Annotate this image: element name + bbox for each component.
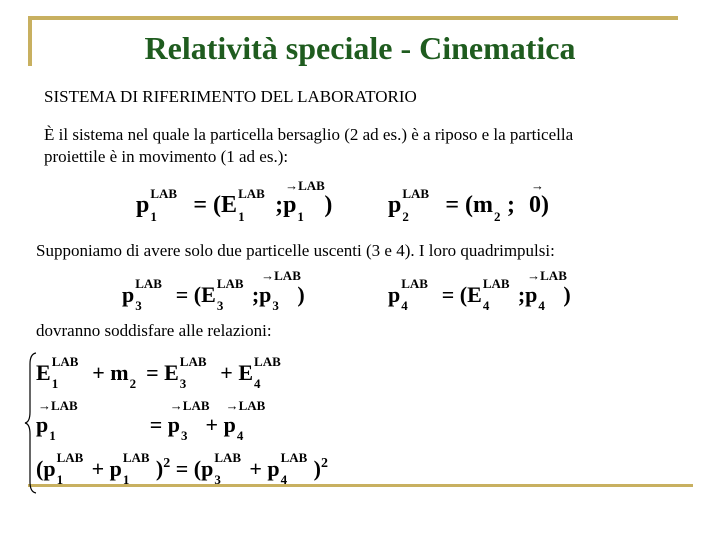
equation-p2: p LAB 2 = (m 2 ; → 0)	[388, 178, 550, 224]
heading-text: SISTEMA DI RIFERIMENTO DEL LABORATORIO	[44, 87, 417, 106]
system-line-energy: E LAB 1 + m 2 = E LAB 3 + E LAB 4	[36, 354, 281, 391]
slide-title: Relatività speciale - Cinematica	[144, 30, 576, 66]
equation-p1: p LAB 1 = (E LAB 1 ; →LAB p 1 )	[136, 178, 333, 224]
system-line-momentum: →LAB p 1 = →LAB p 3 + →LAB p 4	[36, 398, 266, 443]
p1-symbol: p LAB 1	[136, 186, 178, 224]
paragraph1-line2: proiettile è in movimento (1 ad es.):	[44, 147, 289, 166]
frame-top-line	[28, 16, 678, 20]
paragraph3-text: dovranno soddisfare alle relazioni:	[36, 321, 272, 340]
equation-p3: p LAB 3 = (E LAB 3 ; →LAB p 3 )	[122, 268, 305, 313]
paragraph1-line1: È il sistema nel quale la particella bersaglio (2 ad es.) è a riposo e la particella	[44, 125, 574, 144]
paragraph2-text: Supponiamo di avere solo due particelle uscenti (3 e 4). I loro quadrimpulsi:	[36, 241, 555, 260]
system-line-invariant: (p LAB 1 + p LAB 1 )$^2$ = (p LAB 3 + p LAB 4 )$^2$	[36, 450, 328, 487]
equation-p4: p LAB 4 = (E LAB 4 ; →LAB p 4 )	[388, 268, 571, 313]
